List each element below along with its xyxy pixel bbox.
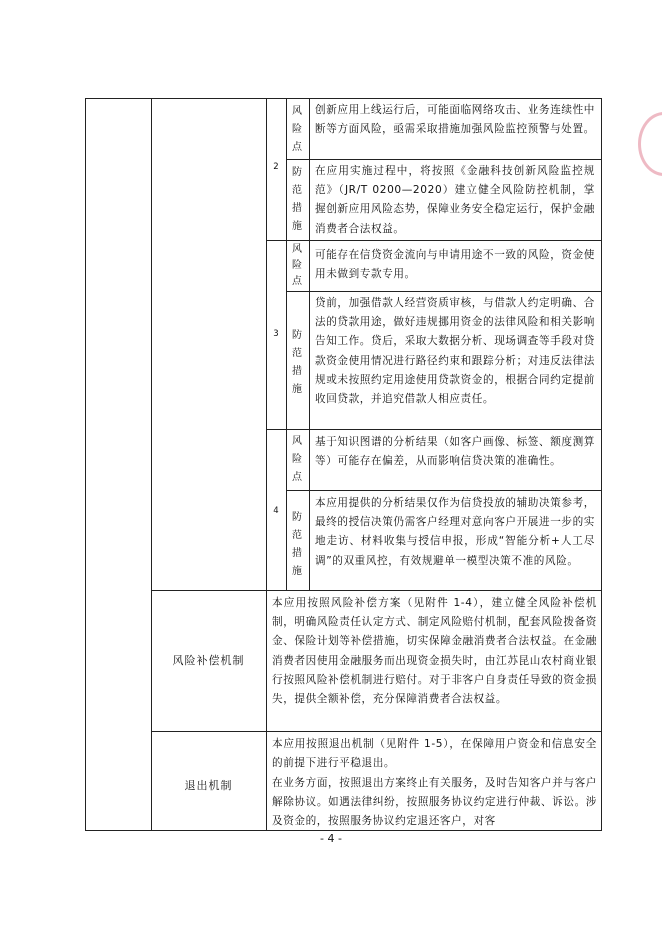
row-divider: [286, 490, 601, 491]
risk-text: 创新应用上线运行后，可能面临网络攻击、业务连续性中断等方面风险，亟需采取措施加强风险监控预警与处置。: [315, 104, 595, 136]
row-divider: [151, 731, 602, 732]
row-divider: [266, 240, 601, 241]
risk-text: 基于知识图谱的分析结果（如客户画像、标签、额度测算等）可能存在偏差，从而影响信贷决策的准确性。: [315, 436, 595, 468]
table-border-right: [601, 98, 602, 830]
row-number: 2: [273, 162, 279, 172]
seal-stamp-fragment: [638, 112, 662, 176]
compensation-label: 风险补偿机制: [172, 654, 245, 667]
row-divider: [266, 429, 601, 430]
compensation-text: 本应用按照风险补偿方案（见附件 1-4），建立健全风险补偿机制，明确风险责任认定方式、制定风险赔付机制，配套风险拨备资金、保险计划等补偿措施，切实保障金融消费者合法权益。在金融消费者因使用金融服务而出现资金损失时，由江苏昆山农村商业银行按照风险补偿机制进行赔付。对于非客户自身责任导致的资金损失，提供全额补偿，充分保障消费者合法权益。: [272, 597, 597, 706]
page-number: - 4 -: [320, 832, 342, 845]
measure-text: 在应用实施过程中，将按照《金融科技创新风险监控规范》（JR/T 0200—2020）建立健全风险防控机制，掌握创新应用风险态势，保障业务安全稳定运行，保护金融消费者合法权益。: [315, 165, 595, 235]
row-number: 4: [273, 506, 279, 516]
table-border-left: [85, 98, 86, 830]
risk-text: 可能存在信贷资金流向与申请用途不一致的风险，资金使用未做到专款专用。: [315, 249, 595, 281]
measure-text: 贷前，加强借款人经营资质审核，与借款人约定明确、合法的贷款用途，做好违规挪用资金的法律风险和相关影响告知工作。贷后，采取大数据分析、现场调查等手段对贷款资金使用情况进行路径约束和跟踪分析；对违反法律法规或未按照约定用途使用贷款资金的，根据合同约定提前收回贷款，并追究借款人相应责任。: [315, 297, 595, 406]
row-divider: [151, 590, 602, 591]
exit-text-2: 在业务方面，按照退出方案终止有关服务，及时告知客户并与客户解除协议。如遇法律纠纷，按照服务协议约定进行仲裁、诉讼。涉及资金的，按照服务协议约定退还客户，对客: [272, 777, 597, 828]
document-page: 2 风 险 点 创新应用上线运行后，可能面临网络攻击、业务连续性中断等方面风险，亟需采取措施加强风险监控预警与处置。 防 范 措 施 在应用实施过程中，将按照《金融科技创新风险监控规范》（JR/T 0200—2020）建立健全风险防控机制，掌握创新应用风险态势，保障业务安全稳定运行，保护金融消费者合法权益。 3 风 险 点 可能存在信贷资金流向与申请用途不一致的风险，资金使用未做到专款专用。 防 范 措 施 贷前，加强借款人经营资质审核，与借款人约定明确、合法的贷款用途，做好违规挪用资金的法律风险和相关影响告知工作。贷后，采取大数据分析、现场调查等手段对贷款资金使用情况进行路径约束和跟踪分析；对违反法律法规或未按照约定用途使用贷款资金的，根据合同约定提前收回贷款，并追究借款人相应责任。 4 风 险 点 基于知识图谱的分析结果（如客户画像、标签、额度测算等）可能存在偏差，从而影响信贷决策的准确性。 防 范 措 施 本应用提供的分析结果仅作为信贷投放的辅助决策参考，最终的授信决策仍需客户经理对意向客户开展进一步的实地走访、材料收集与授信申报，形成“智能分析+人工尽调”的双重风控，有效规避单一模型决策不准的风险。 风险补偿机制 本应用按照风险补偿方案（见附件 1-4），建立健全风险补偿机制，明确风险责任认定方式、制定风险赔付机制，配套风险拨备资金、保险计划等补偿措施，切实保障金融消费者合法权益。在金融消费者因使用金融服务而出现资金损失时，由江苏昆山农村商业银行按照风险补偿机制进行赔付。对于非客户自身责任导致的资金损失，提供全额补偿，充分保障消费者合法权益。 退出机制 本应用按照退出机制（见附件 1-5），在保障用户资金和信息安全的前提下进行平稳退出。 在业务方面，按照退出方案终止有关服务，及时告知客户并与客户解除协议。如遇法律纠纷，按照服务协议约定进行仲裁、诉讼。涉及资金的，按照服务协议约定退还客户，对客 - 4 -: [0, 0, 662, 936]
exit-text-1: 本应用按照退出机制（见附件 1-5），在保障用户资金和信息安全的前提下进行平稳退出。: [272, 738, 597, 770]
exit-label: 退出机制: [184, 779, 233, 792]
measure-text: 本应用提供的分析结果仅作为信贷投放的辅助决策参考，最终的授信决策仍需客户经理对意向客户开展进一步的实地走访、材料收集与授信申报，形成“智能分析+人工尽调”的双重风控，有效规避单一模型决策不准的风险。: [315, 497, 595, 567]
row-number: 3: [273, 329, 279, 339]
col-divider-1: [151, 98, 152, 830]
